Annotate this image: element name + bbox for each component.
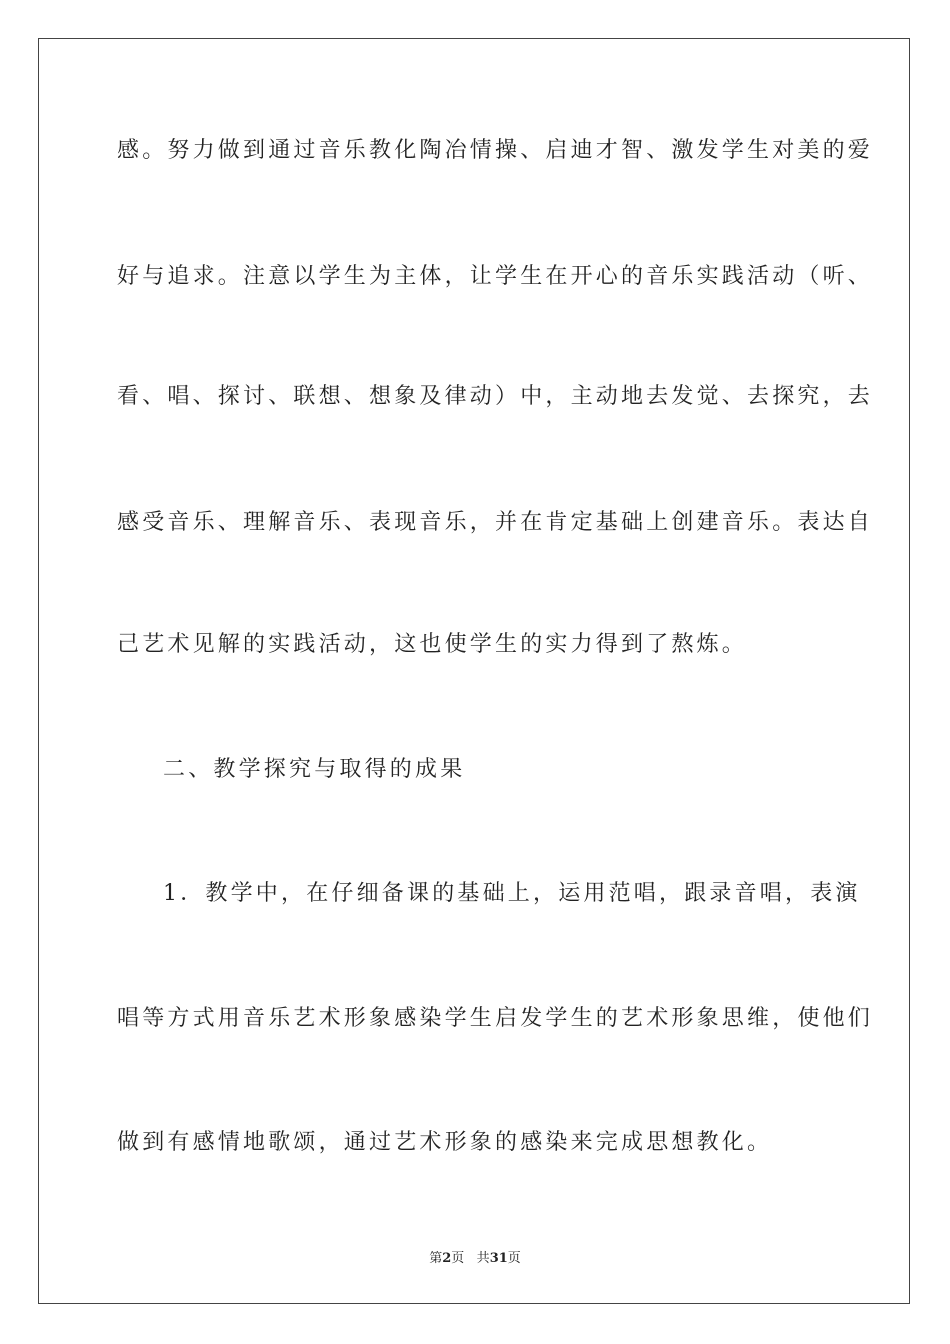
paragraph-line-6: 1．教学中，在仔细备课的基础上，运用范唱，跟录音唱，表演: [163, 881, 861, 906]
section-heading: 二、教学探究与取得的成果: [163, 757, 466, 782]
page-prefix: 第: [429, 1251, 443, 1266]
page-current-number: 2: [442, 1251, 452, 1266]
page-footer: [0, 1247, 950, 1266]
paragraph-line-4: 感受音乐、理解音乐、表现音乐，并在肯定基础上创建音乐。表达自: [117, 510, 874, 535]
total-unit: 页: [507, 1251, 521, 1266]
total-prefix: 共: [476, 1251, 490, 1266]
paragraph-line-5: 己艺术见解的实践活动，这也使学生的实力得到了熬炼。: [117, 632, 748, 657]
paragraph-line-8: 做到有感情地歌颂，通过艺术形象的感染来完成思想教化。: [117, 1130, 773, 1155]
paragraph-line-2: 好与追求。注意以学生为主体，让学生在开心的音乐实践活动（听、: [117, 264, 874, 289]
paragraph-line-1: 感。努力做到通过音乐教化陶冶情操、启迪才智、激发学生对美的爱: [117, 138, 874, 163]
page-unit: 页: [451, 1251, 465, 1266]
paragraph-line-3: 看、唱、探讨、联想、想象及律动）中，主动地去发觉、去探究，去: [117, 384, 874, 409]
page-total-number: 31: [489, 1251, 508, 1266]
page-border: [38, 38, 910, 1304]
paragraph-line-7: 唱等方式用音乐艺术形象感染学生启发学生的艺术形象思维，使他们: [117, 1006, 874, 1031]
